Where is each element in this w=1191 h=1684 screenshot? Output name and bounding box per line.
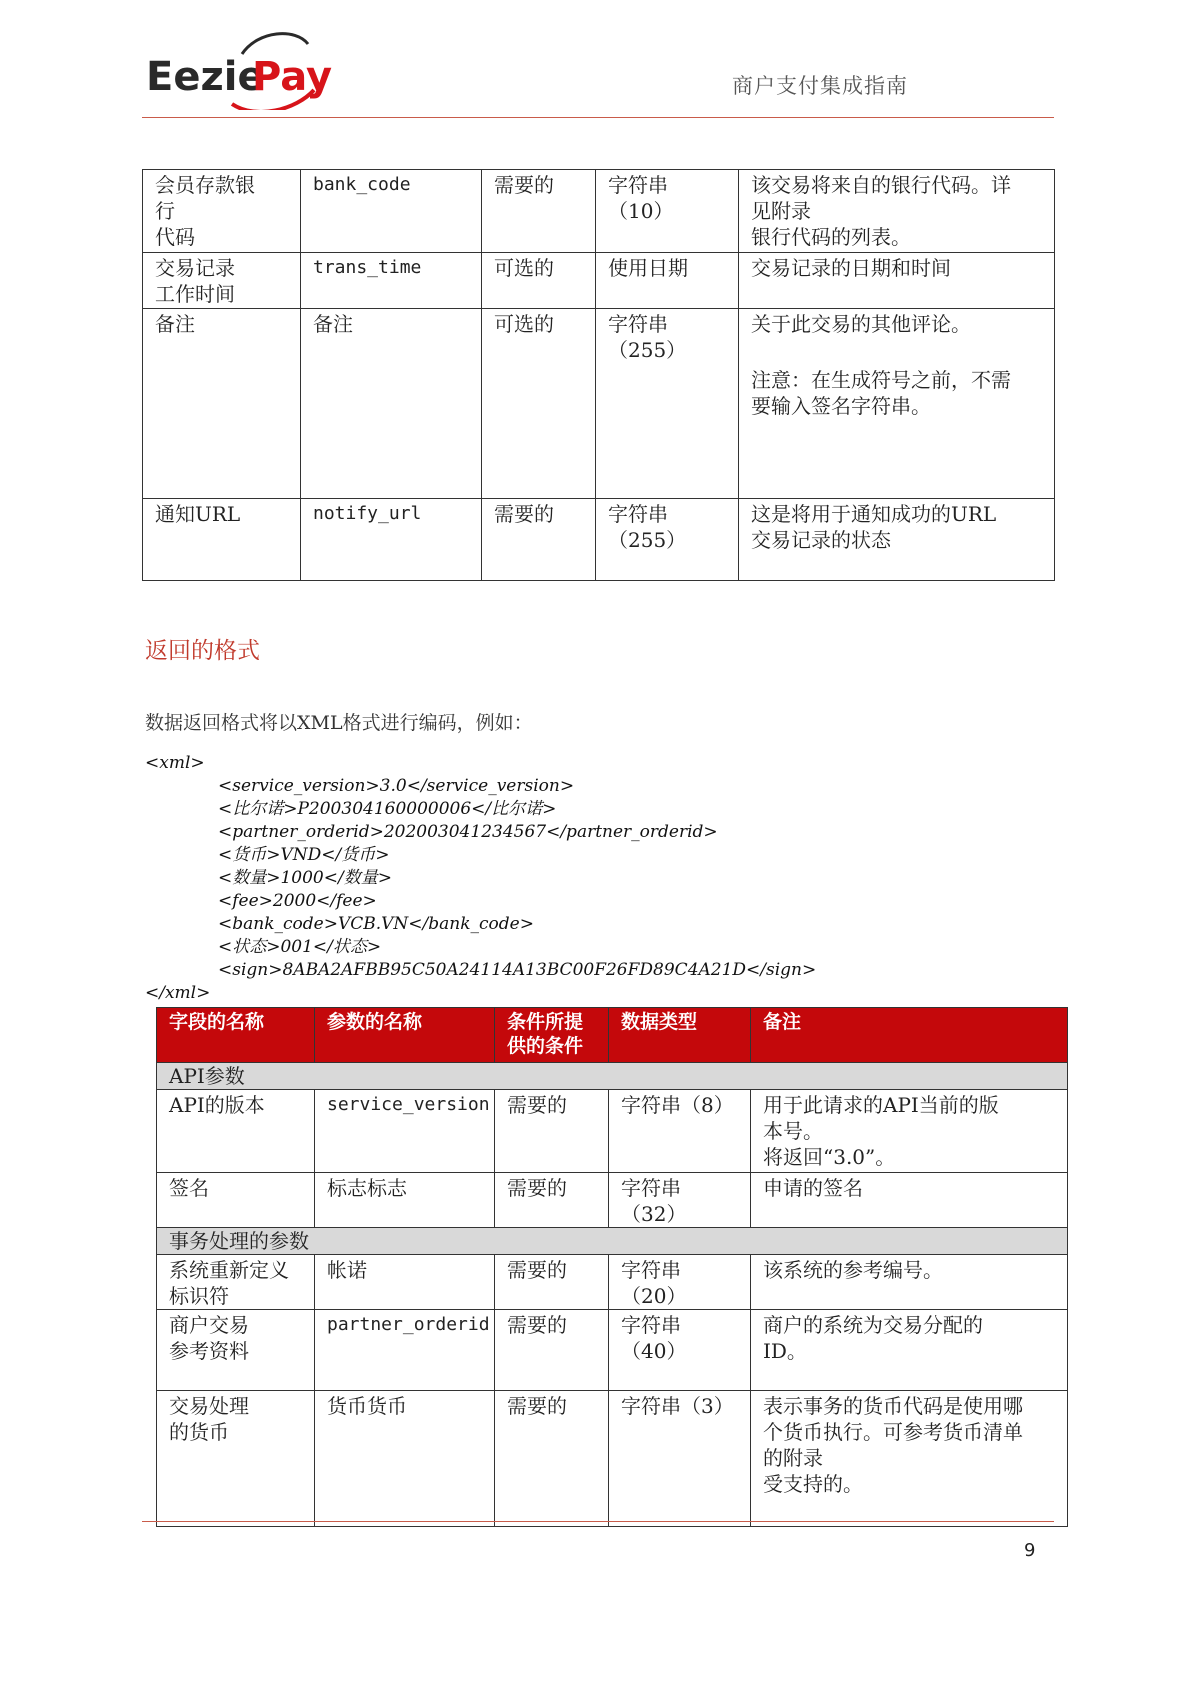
note-cell: 商户的系统为交易分配的 ID。 — [751, 1310, 1068, 1391]
xml-close-tag: </xml> — [145, 983, 211, 1003]
field-name-cell: API的版本 — [157, 1090, 315, 1173]
xml-line: <service_version>3.0</service_version> — [218, 776, 575, 796]
column-header: 参数的名称 — [315, 1008, 495, 1063]
param-name-cell: notify_url — [301, 499, 482, 581]
required-cell: 需要的 — [495, 1391, 609, 1527]
table-row — [157, 1391, 1068, 1527]
request-parameters-table — [142, 169, 1055, 581]
note-cell: 关于此交易的其他评论。 注意：在生成符号之前，不需 要输入签名字符串。 — [739, 309, 1055, 499]
note-cell: 这是将用于通知成功的URL 交易记录的状态 — [739, 499, 1055, 581]
param-name-cell: 标志标志 — [315, 1173, 495, 1228]
xml-line: <数量>1000</数量> — [218, 868, 392, 888]
field-name-cell: 备注 — [143, 309, 301, 499]
param-name-cell: partner_orderid — [315, 1310, 495, 1391]
column-header: 备注 — [751, 1008, 1068, 1063]
note-cell: 交易记录的日期和时间 — [739, 253, 1055, 309]
required-cell: 需要的 — [482, 170, 596, 253]
column-header: 条件所提供的条件 — [495, 1008, 609, 1063]
required-cell: 需要的 — [495, 1310, 609, 1391]
xml-line: <fee>2000</fee> — [218, 891, 377, 911]
column-header: 数据类型 — [609, 1008, 751, 1063]
field-name-cell: 签名 — [157, 1173, 315, 1228]
note-cell: 申请的签名 — [751, 1173, 1068, 1228]
xml-code-example — [145, 752, 816, 1005]
table-row — [143, 309, 1055, 499]
svg-text:Eezie: Eezie — [146, 54, 265, 100]
param-name-cell: service_version — [315, 1090, 495, 1173]
required-cell: 需要的 — [495, 1255, 609, 1310]
group-row — [157, 1063, 1068, 1090]
data-type-cell: 字符串 （255） — [596, 309, 739, 499]
data-type-cell: 字符串 （32） — [609, 1173, 751, 1228]
footer-divider — [142, 1521, 1054, 1522]
required-cell: 需要的 — [495, 1090, 609, 1173]
header-divider — [142, 117, 1054, 118]
data-type-cell: 字符串 （10） — [596, 170, 739, 253]
field-name-cell: 系统重新定义 标识符 — [157, 1255, 315, 1310]
param-name-cell: 货币货币 — [315, 1391, 495, 1527]
required-cell: 可选的 — [482, 253, 596, 309]
param-name-cell: bank_code — [301, 170, 482, 253]
data-type-cell: 字符串 （40） — [609, 1310, 751, 1391]
data-type-cell: 字符串（3） — [609, 1391, 751, 1527]
param-name-cell: 帐诺 — [315, 1255, 495, 1310]
note-cell: 用于此请求的API当前的版 本号。 将返回“3.0”。 — [751, 1090, 1068, 1173]
data-type-cell: 字符串 （255） — [596, 499, 739, 581]
table-row — [157, 1255, 1068, 1310]
data-type-cell: 字符串 （20） — [609, 1255, 751, 1310]
xml-line: <状态>001</状态> — [218, 937, 382, 957]
xml-open-tag: <xml> — [145, 753, 205, 773]
note-cell: 该交易将来自的银行代码。详 见附录 银行代码的列表。 — [739, 170, 1055, 253]
page-number: 9 — [1024, 1540, 1036, 1561]
table-row — [143, 499, 1055, 581]
table-row — [157, 1173, 1068, 1228]
data-type-cell: 使用日期 — [596, 253, 739, 309]
field-name-cell: 通知URL — [143, 499, 301, 581]
column-header: 字段的名称 — [157, 1008, 315, 1063]
field-name-cell: 会员存款银 行 代码 — [143, 170, 301, 253]
xml-line: <货币>VND</货币> — [218, 845, 390, 865]
field-name-cell: 交易处理 的货币 — [157, 1391, 315, 1527]
group-label: API参数 — [157, 1063, 1068, 1090]
field-name-cell: 交易记录 工作时间 — [143, 253, 301, 309]
document-title: 商户支付集成指南 — [732, 74, 908, 98]
param-name-cell: trans_time — [301, 253, 482, 309]
field-name-cell: 商户交易 参考资料 — [157, 1310, 315, 1391]
table-header-row — [157, 1008, 1068, 1063]
intro-paragraph: 数据返回格式将以XML格式进行编码，例如： — [145, 712, 533, 734]
svg-text:Pay: Pay — [252, 54, 333, 100]
xml-line: <比尔诺>P200304160000006</比尔诺> — [218, 799, 557, 819]
required-cell: 可选的 — [482, 309, 596, 499]
data-type-cell: 字符串（8） — [609, 1090, 751, 1173]
response-parameters-table — [156, 1007, 1068, 1527]
group-label: 事务处理的参数 — [157, 1228, 1068, 1255]
xml-line: <bank_code>VCB.VN</bank_code> — [218, 914, 534, 934]
note-cell: 该系统的参考编号。 — [751, 1255, 1068, 1310]
table-row — [157, 1310, 1068, 1391]
group-row — [157, 1228, 1068, 1255]
eeziepay-logo — [146, 26, 346, 110]
table-row — [143, 253, 1055, 309]
section-heading: 返回的格式 — [145, 638, 260, 664]
table-row — [143, 170, 1055, 253]
xml-line: <partner_orderid>202003041234567</partner_orderid> — [218, 822, 718, 842]
param-name-cell: 备注 — [301, 309, 482, 499]
note-cell: 表示事务的货币代码是使用哪 个货币执行。可参考货币清单 的附录 受支持的。 — [751, 1391, 1068, 1527]
xml-line: <sign>8ABA2AFBB95C50A24114A13BC00F26FD89C4A21D</sign> — [218, 960, 817, 980]
required-cell: 需要的 — [495, 1173, 609, 1228]
table-row — [157, 1090, 1068, 1173]
required-cell: 需要的 — [482, 499, 596, 581]
